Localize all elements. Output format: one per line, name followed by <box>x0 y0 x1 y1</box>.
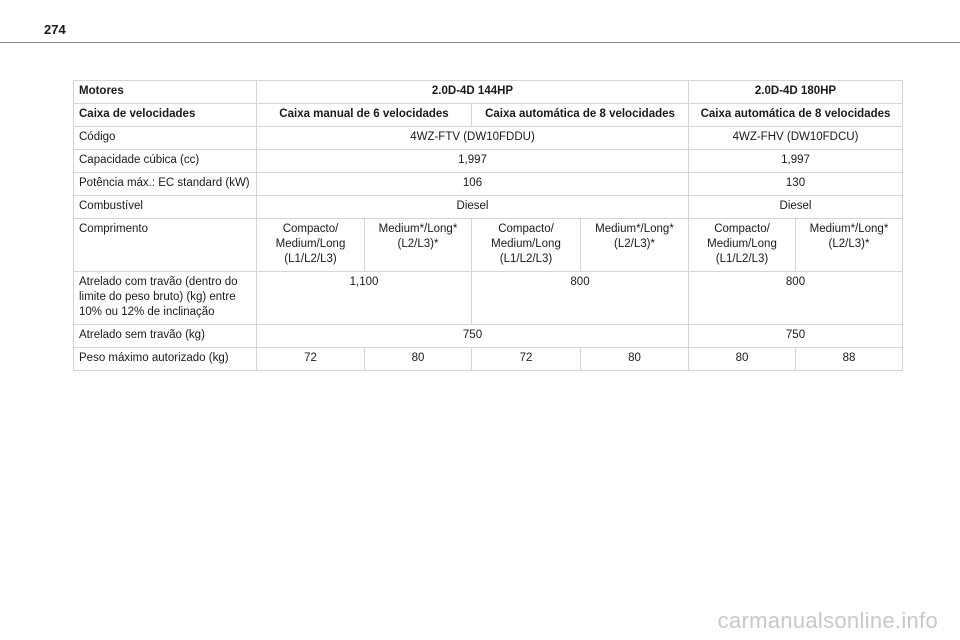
braked-trailer-label: Atrelado com travão (dentro do limite do peso bruto) (kg) entre 10% ou 12% de inclinação <box>74 272 257 325</box>
power-label: Potência máx.: EC standard (kW) <box>74 173 257 196</box>
header-divider <box>0 42 960 43</box>
unbraked-trailer-180hp: 750 <box>689 325 903 348</box>
braked-trailer-manual: 1,100 <box>257 272 472 325</box>
braked-trailer-row <box>74 272 903 325</box>
capacity-label: Capacidade cúbica (cc) <box>74 150 257 173</box>
engines-label: Motores <box>74 81 257 104</box>
braked-trailer-auto-144hp: 800 <box>472 272 689 325</box>
power-row <box>74 173 903 196</box>
engine-144hp-header: 2.0D-4D 144HP <box>257 81 689 104</box>
length-cell: Compacto/ Medium/Long (L1/L2/L3) <box>689 219 796 272</box>
fuel-label: Combustível <box>74 196 257 219</box>
max-weight-row <box>74 348 903 371</box>
fuel-row <box>74 196 903 219</box>
unbraked-trailer-label: Atrelado sem travão (kg) <box>74 325 257 348</box>
page-number: 274 <box>44 22 66 37</box>
max-weight-label: Peso máximo autorizado (kg) <box>74 348 257 371</box>
engine-spec-table <box>73 80 903 371</box>
unbraked-trailer-row <box>74 325 903 348</box>
unbraked-trailer-144hp: 750 <box>257 325 689 348</box>
max-weight-cell: 80 <box>365 348 472 371</box>
code-row <box>74 127 903 150</box>
length-label: Comprimento <box>74 219 257 272</box>
gearbox-auto-8-144hp: Caixa automática de 8 velocidades <box>472 104 689 127</box>
max-weight-cell: 88 <box>796 348 903 371</box>
gearbox-manual-6: Caixa manual de 6 velocidades <box>257 104 472 127</box>
fuel-144hp: Diesel <box>257 196 689 219</box>
power-180hp: 130 <box>689 173 903 196</box>
fuel-180hp: Diesel <box>689 196 903 219</box>
length-cell: Medium*/Long* (L2/L3)* <box>581 219 689 272</box>
engines-row <box>74 81 903 104</box>
engine-180hp-header: 2.0D-4D 180HP <box>689 81 903 104</box>
capacity-144hp: 1,997 <box>257 150 689 173</box>
gearbox-label: Caixa de velocidades <box>74 104 257 127</box>
length-cell: Compacto/ Medium/Long (L1/L2/L3) <box>257 219 365 272</box>
code-144hp: 4WZ-FTV (DW10FDDU) <box>257 127 689 150</box>
max-weight-cell: 80 <box>581 348 689 371</box>
capacity-180hp: 1,997 <box>689 150 903 173</box>
gearbox-auto-8-180hp: Caixa automática de 8 velocidades <box>689 104 903 127</box>
length-cell: Medium*/Long* (L2/L3)* <box>796 219 903 272</box>
max-weight-cell: 80 <box>689 348 796 371</box>
length-cell: Medium*/Long* (L2/L3)* <box>365 219 472 272</box>
watermark: carmanualsonline.info <box>717 608 938 633</box>
braked-trailer-auto-180hp: 800 <box>689 272 903 325</box>
max-weight-cell: 72 <box>257 348 365 371</box>
gearbox-row <box>74 104 903 127</box>
length-cell: Compacto/ Medium/Long (L1/L2/L3) <box>472 219 581 272</box>
power-144hp: 106 <box>257 173 689 196</box>
max-weight-cell: 72 <box>472 348 581 371</box>
capacity-row <box>74 150 903 173</box>
code-180hp: 4WZ-FHV (DW10FDCU) <box>689 127 903 150</box>
length-row <box>74 219 903 272</box>
code-label: Código <box>74 127 257 150</box>
